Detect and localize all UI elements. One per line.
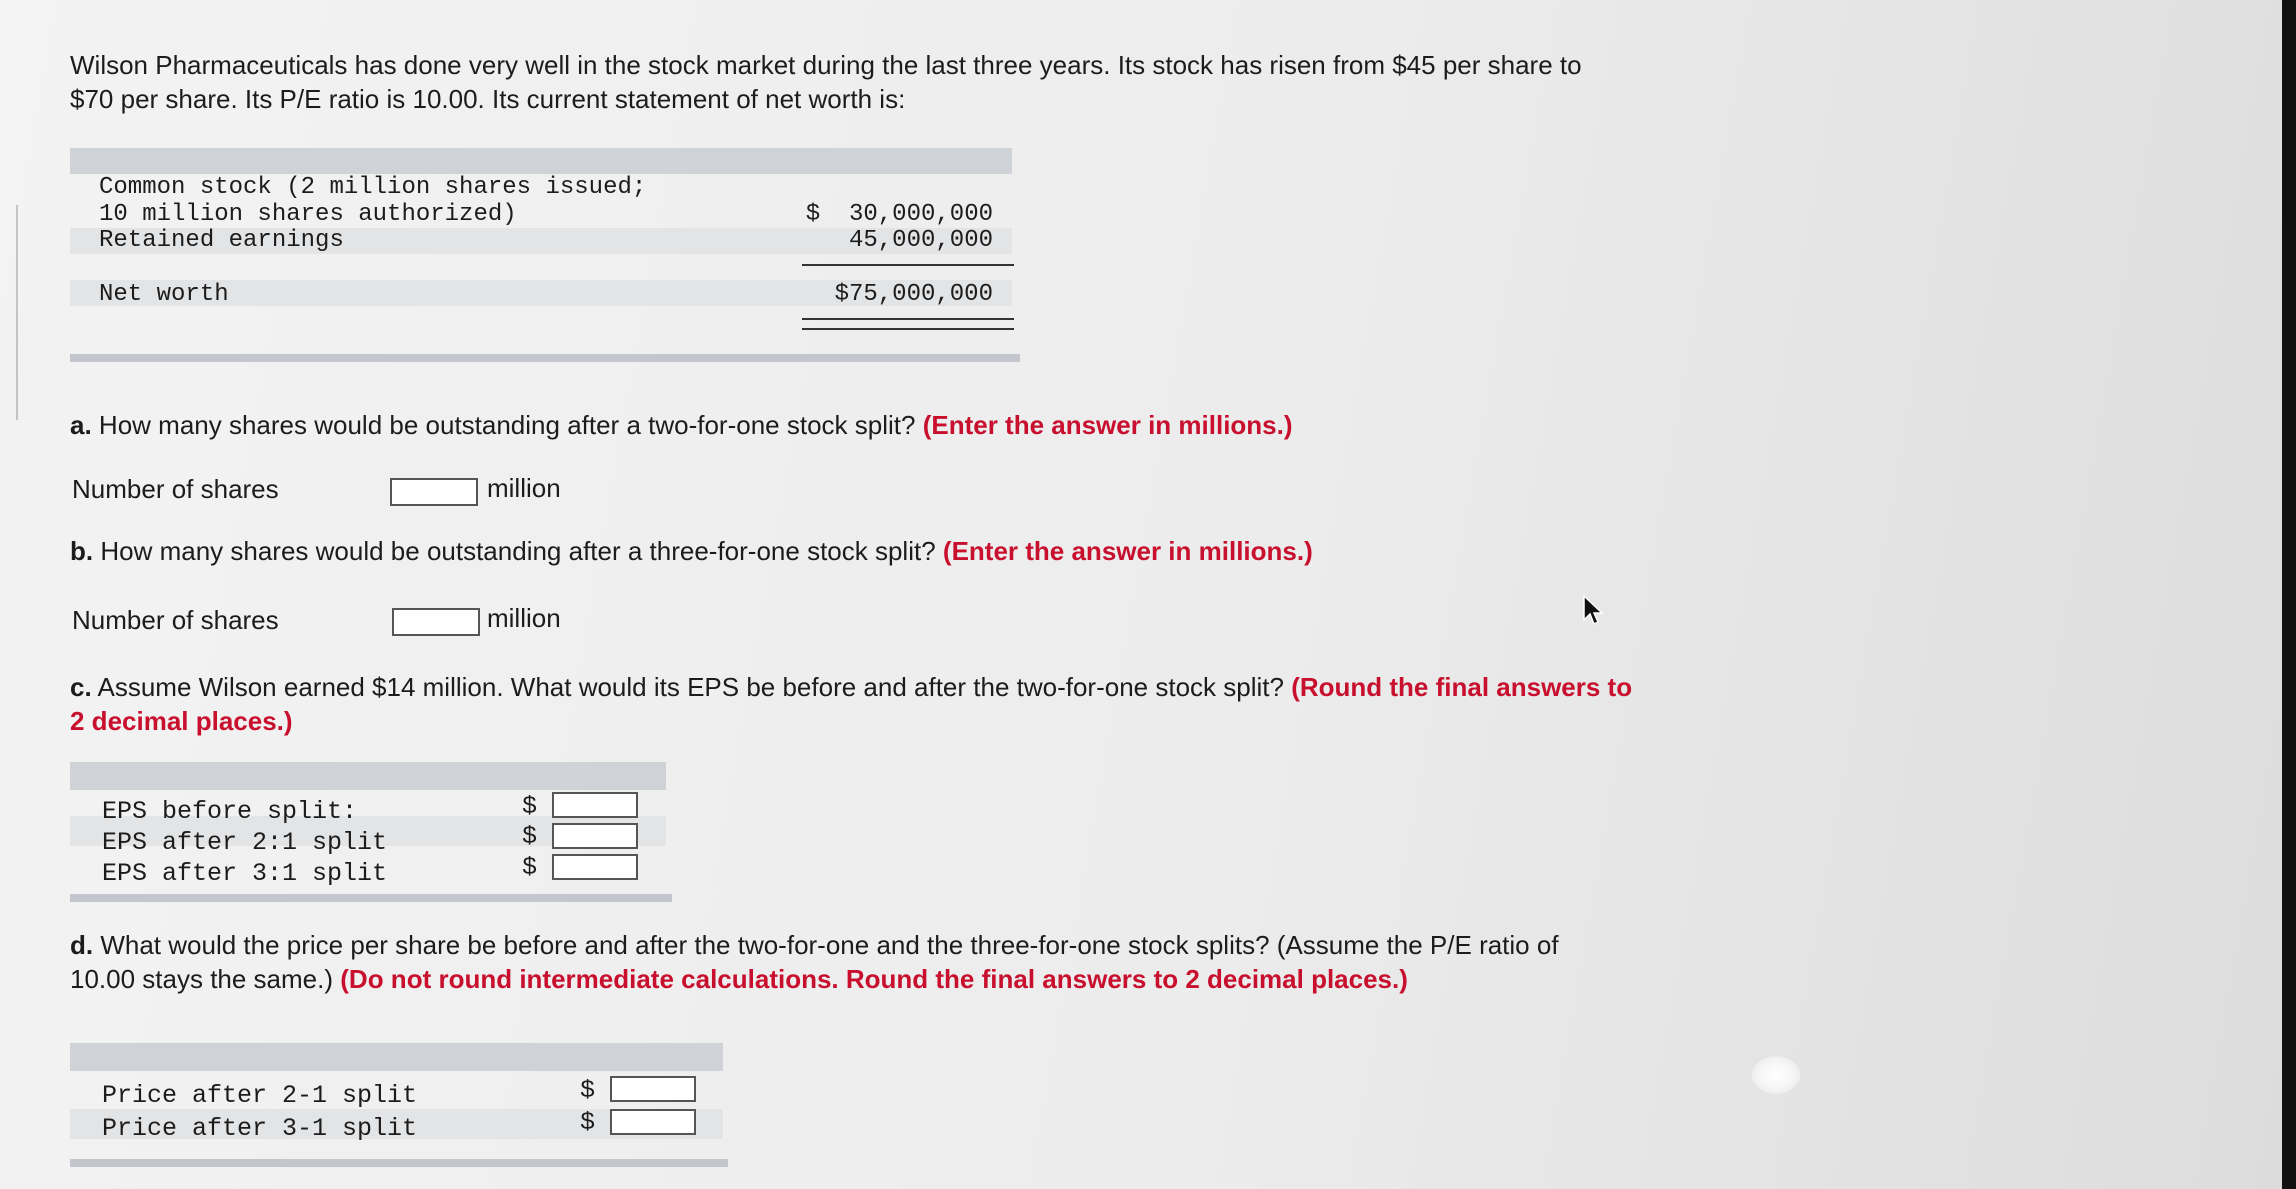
question-d-instruction: (Do not round intermediate calculations. Round the final answers to 2 decimal places.) (340, 964, 1408, 994)
problem-intro (70, 48, 1750, 116)
screen-bezel (2282, 0, 2296, 1189)
question-a-instruction: (Enter the answer in millions.) (922, 410, 1293, 440)
table-header-bar (70, 148, 1012, 174)
left-panel-edge (0, 205, 18, 420)
eps-after-2-1-input[interactable] (552, 823, 638, 849)
eps-before-currency: $ (522, 792, 538, 821)
mouse-pointer-icon (1582, 594, 1604, 628)
subtotal-rule (802, 264, 1014, 266)
retained-earnings-value: 45,000,000 (848, 227, 993, 254)
eps-after-3-1-input[interactable] (552, 854, 638, 880)
table-header-bar (70, 762, 666, 790)
table-footer-bar (70, 354, 1020, 362)
price-after-3-1-currency: $ (580, 1108, 596, 1137)
intro-line-2: $70 per share. Its P/E ratio is 10.00. Its current statement of net worth is: (70, 84, 906, 114)
shares-input-a[interactable] (390, 478, 478, 506)
price-after-3-1-label: Price after 3-1 split (102, 1114, 418, 1143)
eps-after-3-1-currency: $ (522, 853, 538, 882)
question-c-instruction-2: 2 decimal places.) (70, 706, 293, 736)
eps-after-2-1-label: EPS after 2:1 split (102, 828, 388, 857)
eps-before-split-input[interactable] (552, 792, 638, 818)
price-after-2-1-label: Price after 2-1 split (102, 1081, 418, 1110)
net-worth-statement (70, 148, 1012, 366)
table-footer-bar (70, 894, 672, 902)
intro-line-1: Wilson Pharmaceuticals has done very well in the stock market during the last three years. Its stock has risen from $45 per share to (70, 50, 1582, 80)
screen-glare (1752, 1056, 1800, 1094)
question-b-letter: b. (70, 536, 94, 566)
question-d-text-2: 10.00 stays the same.) (70, 964, 334, 994)
net-worth-label: Net worth (99, 281, 229, 308)
shares-label-b: Number of shares (72, 605, 279, 635)
question-a-text: How many shares would be outstanding after a two-for-one stock split? (98, 410, 916, 440)
question-c-letter: c. (70, 672, 92, 702)
eps-after-2-1-currency: $ (522, 822, 538, 851)
shares-input-b[interactable] (392, 608, 480, 636)
question-c-instruction-1: (Round the final answers to (1291, 672, 1633, 702)
total-double-rule-top (802, 318, 1014, 320)
retained-earnings-label: Retained earnings (99, 227, 344, 254)
common-stock-label-line-2: 10 million shares authorized) (99, 201, 517, 228)
question-a (70, 408, 1293, 442)
eps-before-split-label: EPS before split: (102, 797, 358, 826)
question-b (70, 534, 1313, 568)
eps-table (70, 762, 670, 908)
common-stock-value: $ 30,000,000 (805, 201, 993, 228)
question-d-letter: d. (70, 930, 94, 960)
question-b-text: How many shares would be outstanding after a three-for-one stock split? (100, 536, 936, 566)
shares-label-a: Number of shares (72, 474, 279, 504)
net-worth-value: $75,000,000 (834, 281, 993, 308)
question-c (70, 670, 1750, 738)
total-double-rule-bottom (802, 328, 1014, 330)
eps-after-3-1-label: EPS after 3:1 split (102, 859, 388, 888)
price-after-2-1-currency: $ (580, 1076, 596, 1105)
price-table (70, 1043, 730, 1175)
shares-unit-b: million (487, 603, 561, 633)
question-d (70, 928, 1750, 996)
table-footer-bar (70, 1159, 728, 1167)
question-a-letter: a. (70, 410, 92, 440)
question-c-text: Assume Wilson earned $14 million. What would its EPS be before and after the two-for-one stock split? (97, 672, 1284, 702)
price-after-2-1-input[interactable] (610, 1076, 696, 1102)
table-header-bar (70, 1043, 723, 1071)
shares-unit-a: million (487, 473, 561, 503)
common-stock-label-line-1: Common stock (2 million shares issued; (99, 174, 647, 201)
price-after-3-1-input[interactable] (610, 1109, 696, 1135)
question-d-text-1: What would the price per share be before and after the two-for-one and the three-for-one stock splits? (Assume the P/E ratio of (100, 930, 1559, 960)
question-b-instruction: (Enter the answer in millions.) (942, 536, 1313, 566)
